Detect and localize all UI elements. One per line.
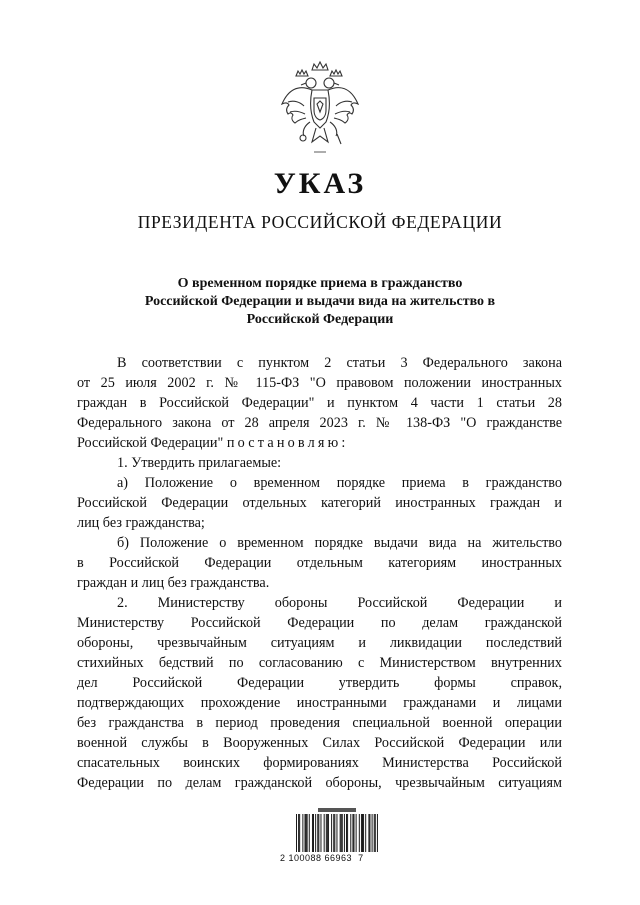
- body-line: дел Российской Федерации утвердить формы справок,: [77, 675, 562, 691]
- body-line: а) Положение о временном порядке приема в гражданство: [117, 475, 562, 491]
- heading-line: Российской Федерации: [246, 312, 394, 327]
- body-line: в Российской Федерации отдельным категориям иностранных: [77, 555, 562, 571]
- body-line-text: Российской Федерации": [77, 435, 224, 451]
- body-line: без гражданства в период проведения специальной военной операции: [77, 715, 562, 731]
- barcode-icon: [296, 808, 378, 852]
- body-line: В соответствии с пунктом 2 статьи 3 Федерального закона: [117, 355, 562, 371]
- body-line: обороны, чрезвычайным ситуациям и ликвидации последствий: [77, 635, 562, 651]
- body-line: б) Положение о временном порядке выдачи вида на жительство: [117, 535, 562, 551]
- body-line: [77, 433, 562, 453]
- body-line: военной службы в Вооруженных Силах Российской Федерации или: [77, 735, 562, 751]
- body-line: граждан в Российской Федерации" и пунктом 4 части 1 статьи 28: [77, 395, 562, 411]
- body-line: подтверждающих прохождение иностранными гражданами и лицами: [77, 695, 562, 711]
- document-body: [77, 353, 562, 793]
- coat-of-arms-icon: [274, 56, 366, 156]
- body-line: спасательных воинских формированиях Министерства Российской: [77, 755, 562, 771]
- issuer-subtitle: ПРЕЗИДЕНТА РОССИЙСКОЙ ФЕДЕРАЦИИ: [137, 212, 503, 232]
- document-heading: [90, 275, 550, 329]
- body-line: Федерации по делам гражданской обороны, чрезвычайным ситуациям: [77, 775, 562, 791]
- body-line: стихийных бедствий по согласованию с Министерством внутренних: [77, 655, 562, 671]
- heading-line: Российской Федерации и выдачи вида на жительство в: [144, 294, 496, 309]
- body-line: от 25 июля 2002 г. № 115-ФЗ "О правовом положении иностранных: [77, 375, 562, 391]
- body-line: граждан и лиц без гражданства.: [77, 575, 270, 591]
- body-line: 2. Министерству обороны Российской Федерации и: [117, 595, 562, 611]
- document-type-title: УКАЗ: [273, 167, 367, 200]
- body-line: лиц без гражданства;: [77, 515, 205, 531]
- body-line: Министерству Российской Федерации по делам гражданской: [77, 615, 562, 631]
- body-line: 1. Утвердить прилагаемые:: [117, 455, 282, 471]
- heading-line: О временном порядке приема в гражданство: [177, 276, 463, 291]
- decree-verb: постановляю:: [226, 435, 349, 451]
- body-line: Российской Федерации отдельных категорий иностранных граждан и: [77, 495, 562, 511]
- body-line: Федерального закона от 28 апреля 2023 г. № 138-ФЗ "О гражданстве: [77, 415, 562, 431]
- barcode-number: 2 100088 66963 7: [280, 853, 364, 863]
